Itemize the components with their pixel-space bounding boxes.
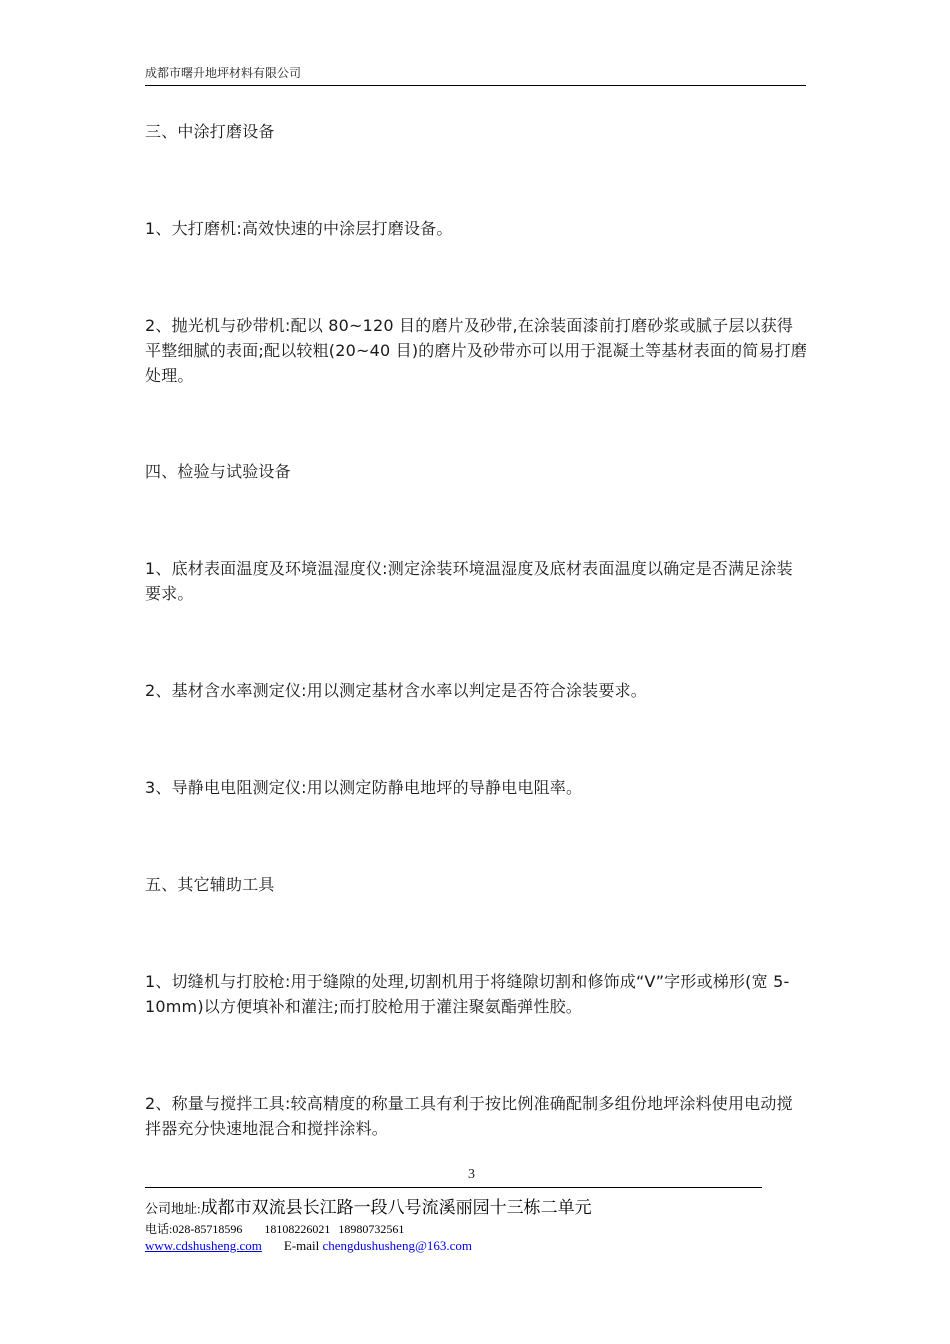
footer-address-row: [145, 1196, 592, 1221]
section-heading-auxiliary-tools: 五、其它辅助工具: [145, 875, 275, 894]
phone-number-1: 028-85718596: [172, 1222, 243, 1236]
phone-label: 电话:: [145, 1222, 173, 1236]
email-link[interactable]: chengdushusheng@163.com: [322, 1238, 473, 1253]
footer-phone-row: [145, 1221, 592, 1237]
paragraph-weighing-mixing-tools: 2、称量与搅拌工具:较高精度的称量工具有利于按比例准确配制多组份地坪涂料使用电动搅拌器充分快速地混合和搅拌涂料。: [145, 1094, 793, 1138]
footer-web-row: [145, 1237, 592, 1254]
section-heading-inspection-equipment: 四、检验与试验设备: [145, 462, 291, 481]
phone-number-2: 18108226021: [264, 1222, 331, 1236]
website-link[interactable]: www.cdshusheng.com: [145, 1238, 262, 1253]
company-name: 成都市曙升地坪材料有限公司: [145, 66, 302, 80]
address-label: 公司地址:: [145, 1201, 201, 1216]
paragraph-thermo-hygrometer: 1、底材表面温度及环境温湿度仪:测定涂装环境温湿度及底材表面温度以确定是否满足涂装要求。: [145, 559, 793, 603]
paragraph-moisture-meter: 2、基材含水率测定仪:用以测定基材含水率以判定是否符合涂装要求。: [145, 681, 647, 700]
footer-divider: [145, 1187, 762, 1188]
email-label: E-mail: [283, 1238, 320, 1253]
paragraph-resistance-tester: 3、导静电电阻测定仪:用以测定防静电地坪的导静电电阻率。: [145, 778, 583, 797]
page-header: [145, 66, 806, 86]
section-heading-midcoat-grinding: 三、中涂打磨设备: [145, 122, 275, 141]
page-number: 3: [468, 1167, 475, 1182]
paragraph-polisher-sander: 2、抛光机与砂带机:配以 80~120 目的磨片及砂带,在涂装面漆前打磨砂浆或腻子层以获得平整细腻的表面;配以较粗(20~40 目)的磨片及砂带亦可以用于混凝土等基材表面的简易打磨处理。: [145, 316, 808, 385]
page-footer: [145, 1196, 592, 1254]
phone-number-3: 18980732561: [338, 1222, 405, 1236]
paragraph-large-grinder: 1、大打磨机:高效快速的中涂层打磨设备。: [145, 219, 453, 238]
address-value: 成都市双流县长江路一段八号流溪丽园十三栋二单元: [200, 1198, 592, 1217]
paragraph-joint-cutter-caulking-gun: 1、切缝机与打胶枪:用于缝隙的处理,切割机用于将缝隙切割和修饰成“V”字形或梯形(宽 5-10mm)以方便填补和灌注;而打胶枪用于灌注聚氨酯弹性胶。: [145, 972, 790, 1016]
